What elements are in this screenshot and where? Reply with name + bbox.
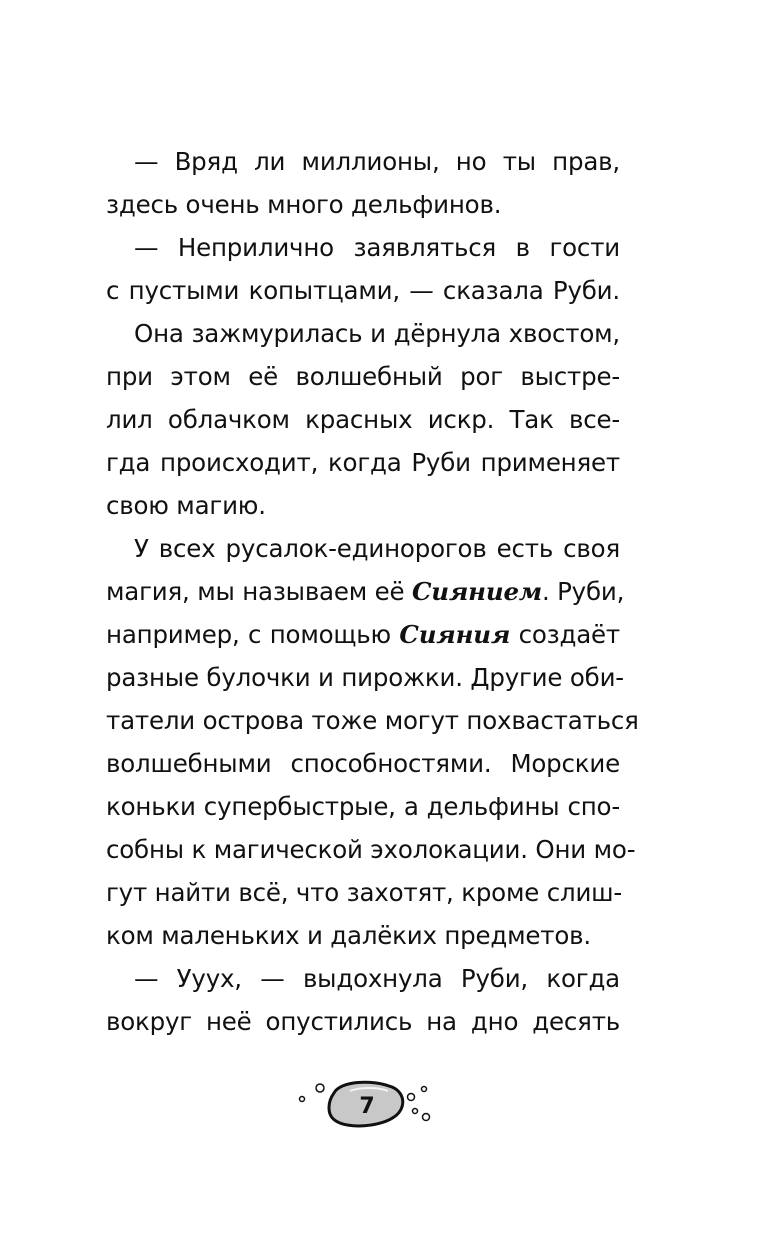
- text-line: — Ууух, — выдохнула Руби, когда: [134, 964, 620, 993]
- text-line: — Неприлично заявляться в гости: [134, 233, 620, 262]
- text-line: Она зажмурилась и дёрнула хвостом,: [134, 319, 620, 348]
- text-line: ком маленьких и далёких предметов.: [106, 921, 591, 950]
- text-line: У всех русалок-единорогов есть своя: [134, 534, 620, 563]
- magic-word: Сиянием: [411, 577, 542, 606]
- text-line: собны к магической эхолокации. Они мо-: [106, 835, 636, 864]
- text-line: коньки супербыстрые, а дельфины спо-: [106, 792, 620, 821]
- text-line-with-magic-word: [106, 613, 620, 656]
- text-line: гут найти всё, что захотят, кроме слиш-: [106, 878, 623, 907]
- text-fragment: магия, мы называем её: [106, 577, 412, 606]
- text-fragment: создаёт: [510, 620, 620, 649]
- page-body-text: [106, 140, 639, 1043]
- magic-word: Сияния: [399, 620, 511, 649]
- text-line: с пустыми копытцами, — сказала Руби.: [106, 276, 620, 305]
- bubble-icon: [423, 1114, 430, 1121]
- bubble-icon: [422, 1087, 427, 1092]
- text-line: здесь очень много дельфинов.: [106, 190, 502, 219]
- bubble-icon: [408, 1094, 415, 1101]
- text-line-with-magic-word: [106, 570, 625, 613]
- page-number: 7: [359, 1094, 375, 1119]
- pebble-icon: [290, 1075, 450, 1135]
- text-fragment: . Руби,: [541, 577, 625, 606]
- text-line: гда происходит, когда Руби применяет: [106, 448, 620, 477]
- bubble-icon: [316, 1084, 324, 1092]
- text-line: волшебными способностями. Морские: [106, 749, 620, 778]
- bubble-icon: [413, 1109, 418, 1114]
- page-number-badge: [290, 1075, 450, 1135]
- text-fragment: например, с помощью: [106, 620, 400, 649]
- text-line: свою магию.: [106, 491, 266, 520]
- text-line: вокруг неё опустились на дно десять: [106, 1007, 620, 1036]
- text-line: разные булочки и пирожки. Другие оби-: [106, 663, 624, 692]
- bubble-icon: [300, 1097, 305, 1102]
- text-line: — Вряд ли миллионы, но ты прав,: [134, 147, 620, 176]
- text-line: татели острова тоже могут похвастаться: [106, 706, 639, 735]
- text-line: при этом её волшебный рог выстре-: [106, 362, 620, 391]
- text-line: лил облачком красных искр. Так все-: [106, 405, 620, 434]
